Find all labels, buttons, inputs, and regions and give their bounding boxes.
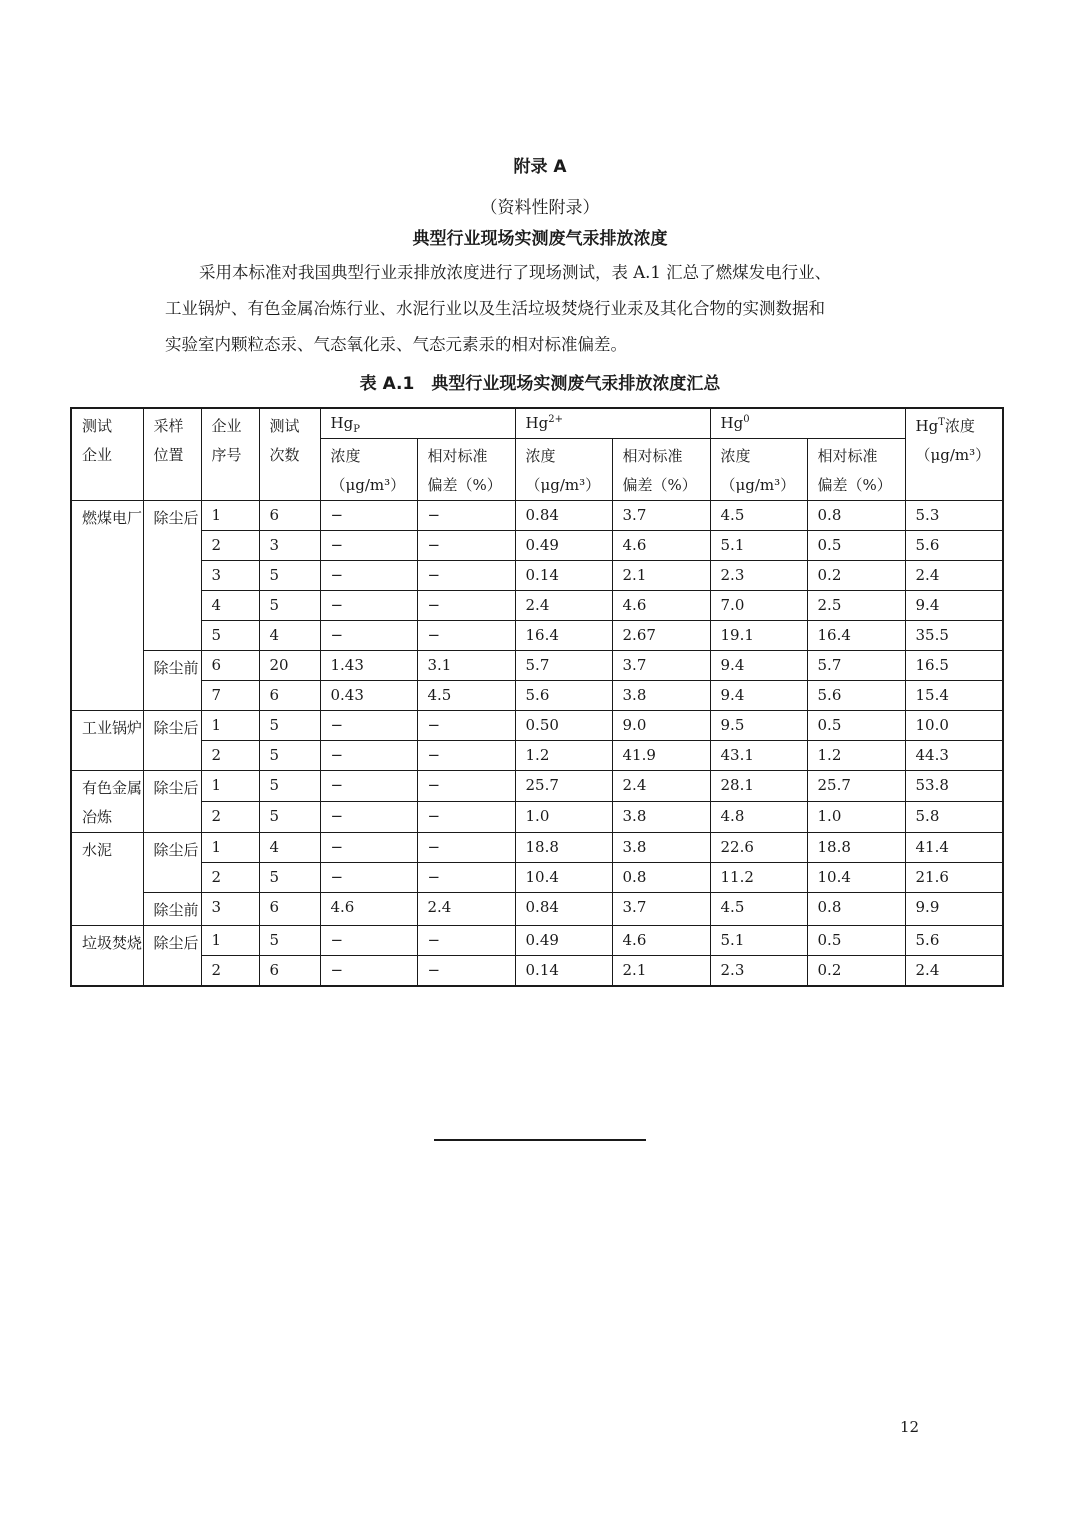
intro-line: 实验室内颗粒态汞、气态氧化汞、气态元素汞的相对标准偏差。: [165, 335, 627, 354]
table-cell: 3.7: [612, 651, 710, 681]
table-cell: −: [320, 771, 417, 802]
table-cell: 44.3: [905, 741, 1003, 771]
table-cell: 5.8: [905, 802, 1003, 833]
table-cell: −: [417, 711, 515, 741]
table-cell: 5.1: [710, 531, 807, 561]
table-cell: −: [320, 501, 417, 531]
table-row: [71, 531, 1003, 561]
table-cell: 1: [201, 771, 259, 802]
table-cell: 1.43: [320, 651, 417, 681]
table-cell: 9.4: [905, 591, 1003, 621]
position-cell: 除尘前: [143, 651, 201, 711]
table-cell: 0.8: [612, 863, 710, 893]
table-cell: −: [417, 501, 515, 531]
table-cell: 4: [259, 621, 320, 651]
table-cell: 4.6: [320, 893, 417, 926]
header-text: Hg: [525, 414, 549, 432]
table-cell: 2.3: [710, 561, 807, 591]
table-row: [71, 802, 1003, 833]
table-cell: 2.3: [710, 956, 807, 987]
col-header-hg0: [710, 408, 905, 439]
table-cell: 5: [259, 591, 320, 621]
table-cell: 4.5: [710, 893, 807, 926]
table-cell: 0.84: [515, 501, 612, 531]
table-row: [71, 711, 1003, 741]
table-cell: 2.4: [905, 561, 1003, 591]
table-cell: 5.6: [515, 681, 612, 711]
table-cell: −: [417, 771, 515, 802]
appendix-note: （资料性附录）: [480, 198, 600, 218]
table-cell: −: [320, 621, 417, 651]
header-text: T: [938, 417, 945, 428]
table-cell: 0.8: [807, 501, 905, 531]
table-cell: 28.1: [710, 771, 807, 802]
table-cell: 15.4: [905, 681, 1003, 711]
header-text: 浓度: [944, 417, 975, 435]
table-cell: 6: [259, 893, 320, 926]
col-header-hg2-rsd: [612, 439, 710, 501]
header-text: Hg: [720, 414, 744, 432]
group-cell: 水泥: [71, 833, 143, 926]
table-cell: 53.8: [905, 771, 1003, 802]
table-cell: −: [320, 531, 417, 561]
table-cell: 4: [201, 591, 259, 621]
table-cell: 4.6: [612, 591, 710, 621]
col-header-sampling: [143, 408, 201, 501]
appendix-title: 附录 A: [513, 157, 567, 177]
table-cell: 0.43: [320, 681, 417, 711]
table-cell: 9.9: [905, 893, 1003, 926]
header-text: 相对标准: [427, 447, 488, 465]
table-cell: 41.4: [905, 833, 1003, 863]
table-cell: −: [417, 531, 515, 561]
table-cell: 9.4: [710, 651, 807, 681]
group-cell: 有色金属冶炼: [71, 771, 143, 833]
table-cell: −: [417, 741, 515, 771]
table-cell: −: [417, 621, 515, 651]
table-cell: −: [417, 561, 515, 591]
table-cell: 1: [201, 833, 259, 863]
header-text: 位置: [153, 446, 184, 464]
header-text: 相对标准: [622, 447, 683, 465]
table-cell: 0.49: [515, 926, 612, 956]
table-cell: 0.5: [807, 926, 905, 956]
table-cell: 1.0: [515, 802, 612, 833]
table-cell: 0.14: [515, 956, 612, 987]
table-row: [71, 956, 1003, 987]
col-header-hg2: [515, 408, 710, 439]
table-cell: 16.5: [905, 651, 1003, 681]
table-cell: 18.8: [807, 833, 905, 863]
table-cell: 19.1: [710, 621, 807, 651]
header-text: 偏差（%）: [817, 476, 892, 494]
section-heading: 典型行业现场实测废气汞排放浓度: [412, 229, 668, 249]
position-cell: 除尘后: [143, 926, 201, 987]
table-cell: 3.8: [612, 833, 710, 863]
header-row: [71, 408, 1003, 439]
header-text: 偏差（%）: [427, 476, 502, 494]
table-row: [71, 651, 1003, 681]
table-cell: 3.7: [612, 893, 710, 926]
table-cell: 21.6: [905, 863, 1003, 893]
intro-line: 工业锅炉、有色金属冶炼行业、水泥行业以及生活垃圾焚烧行业汞及其化合物的实测数据和: [165, 299, 825, 318]
table-cell: 5.7: [515, 651, 612, 681]
table-cell: 1: [201, 711, 259, 741]
table-cell: 6: [259, 501, 320, 531]
table-cell: 1.2: [807, 741, 905, 771]
col-header-count: [259, 408, 320, 501]
table-cell: 5: [259, 561, 320, 591]
table-cell: 4.6: [612, 531, 710, 561]
table-row: [71, 863, 1003, 893]
table-cell: 3.1: [417, 651, 515, 681]
col-header-enterprise: [71, 408, 143, 501]
table-cell: 2.67: [612, 621, 710, 651]
table-cell: 0.8: [807, 893, 905, 926]
table-cell: 2.4: [612, 771, 710, 802]
col-header-hgt: [905, 408, 1003, 501]
table-cell: −: [320, 863, 417, 893]
table-cell: 4.8: [710, 802, 807, 833]
table-cell: 3.8: [612, 802, 710, 833]
table-cell: 5.6: [905, 926, 1003, 956]
table-row: [71, 771, 1003, 802]
table-cell: −: [417, 591, 515, 621]
header-text: 浓度: [720, 447, 751, 465]
table-cell: 18.8: [515, 833, 612, 863]
end-rule: [434, 1139, 646, 1141]
table-cell: −: [320, 802, 417, 833]
table-row: [71, 681, 1003, 711]
table-cell: 5.6: [807, 681, 905, 711]
table-cell: −: [417, 863, 515, 893]
table-cell: 2: [201, 741, 259, 771]
table-cell: 2.1: [612, 956, 710, 987]
header-text: 2+: [548, 414, 563, 425]
table-cell: 5: [259, 802, 320, 833]
table-cell: 5: [259, 741, 320, 771]
position-cell: 除尘后: [143, 711, 201, 771]
table-cell: 2: [201, 863, 259, 893]
header-text: 浓度: [525, 447, 556, 465]
col-header-hg0-conc: [710, 439, 807, 501]
header-text: P: [353, 424, 360, 435]
intro-line: 采用本标准对我国典型行业汞排放浓度进行了现场测试，表 A.1 汇总了燃煤发电行业、: [199, 263, 832, 282]
header-text: 0: [743, 414, 750, 425]
table-cell: 41.9: [612, 741, 710, 771]
table-cell: 4.5: [417, 681, 515, 711]
position-cell: 除尘后: [143, 771, 201, 833]
header-text: （μg/m³）: [915, 446, 991, 464]
table-cell: −: [320, 833, 417, 863]
table-cell: 3.7: [612, 501, 710, 531]
table-row: [71, 621, 1003, 651]
table-cell: −: [320, 711, 417, 741]
table-cell: 4.6: [612, 926, 710, 956]
group-cell: 燃煤电厂: [71, 501, 143, 711]
table-cell: 0.14: [515, 561, 612, 591]
table-cell: 2: [201, 531, 259, 561]
col-header-hgp-conc: [320, 439, 417, 501]
table-cell: 10.4: [807, 863, 905, 893]
table-cell: −: [320, 741, 417, 771]
table-cell: 0.5: [807, 711, 905, 741]
table-caption: 表 A.1 典型行业现场实测废气汞排放浓度汇总: [359, 374, 721, 394]
table-cell: 1.2: [515, 741, 612, 771]
table-cell: 5: [259, 771, 320, 802]
table-cell: −: [320, 591, 417, 621]
table-cell: 3: [259, 531, 320, 561]
table-cell: −: [417, 956, 515, 987]
table-cell: −: [320, 561, 417, 591]
table-cell: 43.1: [710, 741, 807, 771]
group-cell: 垃圾焚烧: [71, 926, 143, 987]
table-cell: 3.8: [612, 681, 710, 711]
table-cell: 2: [201, 802, 259, 833]
table-cell: 5.7: [807, 651, 905, 681]
table-cell: 5.3: [905, 501, 1003, 531]
table-cell: 4.5: [710, 501, 807, 531]
table-cell: 0.5: [807, 531, 905, 561]
table-row: [71, 561, 1003, 591]
col-header-hg2-conc: [515, 439, 612, 501]
table-cell: 7.0: [710, 591, 807, 621]
table-cell: −: [320, 926, 417, 956]
table-cell: 10.0: [905, 711, 1003, 741]
table-cell: 0.2: [807, 561, 905, 591]
table-cell: 6: [259, 681, 320, 711]
table-row: [71, 833, 1003, 863]
table-cell: 5.1: [710, 926, 807, 956]
table-cell: 9.0: [612, 711, 710, 741]
table-cell: 6: [201, 651, 259, 681]
table-cell: 0.49: [515, 531, 612, 561]
table-cell: −: [417, 833, 515, 863]
header-text: 相对标准: [817, 447, 878, 465]
group-cell: 工业锅炉: [71, 711, 143, 771]
table-cell: 0.50: [515, 711, 612, 741]
table-cell: 5: [259, 863, 320, 893]
table-cell: 0.2: [807, 956, 905, 987]
header-text: 次数: [269, 446, 300, 464]
header-text: （μg/m³）: [330, 476, 406, 494]
table-cell: 16.4: [515, 621, 612, 651]
table-cell: 6: [259, 956, 320, 987]
table-cell: 11.2: [710, 863, 807, 893]
table-cell: −: [417, 926, 515, 956]
table-cell: 20: [259, 651, 320, 681]
table-cell: 2.4: [417, 893, 515, 926]
header-text: 序号: [211, 446, 242, 464]
table-cell: 10.4: [515, 863, 612, 893]
table-cell: 25.7: [515, 771, 612, 802]
table-cell: −: [320, 956, 417, 987]
table-cell: 1: [201, 926, 259, 956]
page-number: 12: [900, 1418, 920, 1436]
table-row: [71, 926, 1003, 956]
table-cell: 35.5: [905, 621, 1003, 651]
table-cell: 5.6: [905, 531, 1003, 561]
table-row: [71, 591, 1003, 621]
table-cell: 2.5: [807, 591, 905, 621]
col-header-hgp-rsd: [417, 439, 515, 501]
position-cell: 除尘前: [143, 893, 201, 926]
table-cell: 9.5: [710, 711, 807, 741]
table-cell: 2: [201, 956, 259, 987]
table-row: [71, 501, 1003, 531]
table-row: [71, 741, 1003, 771]
mercury-table: [70, 407, 1004, 987]
header-text: 企业: [82, 446, 113, 464]
position-cell: 除尘后: [143, 833, 201, 893]
table-cell: 7: [201, 681, 259, 711]
table-cell: 4: [259, 833, 320, 863]
header-text: 采样: [153, 417, 184, 435]
header-text: 企业: [211, 417, 242, 435]
col-header-seq: [201, 408, 259, 501]
table-cell: 5: [201, 621, 259, 651]
header-text: 浓度: [330, 447, 361, 465]
intro-paragraph: [165, 255, 925, 363]
table-cell: 9.4: [710, 681, 807, 711]
header-text: 测试: [82, 417, 113, 435]
table-cell: 2.1: [612, 561, 710, 591]
table-cell: 5: [259, 711, 320, 741]
table-cell: 5: [259, 926, 320, 956]
table-cell: 1: [201, 501, 259, 531]
table-cell: 16.4: [807, 621, 905, 651]
col-header-hgp: [320, 408, 515, 439]
table-cell: 0.84: [515, 893, 612, 926]
header-text: 测试: [269, 417, 300, 435]
header-text: Hg: [330, 414, 354, 432]
header-text: （μg/m³）: [525, 476, 601, 494]
table-cell: 2.4: [905, 956, 1003, 987]
table-cell: 3: [201, 561, 259, 591]
col-header-hg0-rsd: [807, 439, 905, 501]
table-cell: 25.7: [807, 771, 905, 802]
table-cell: 22.6: [710, 833, 807, 863]
table-cell: 3: [201, 893, 259, 926]
table-cell: 1.0: [807, 802, 905, 833]
position-cell: 除尘后: [143, 501, 201, 651]
table-cell: 2.4: [515, 591, 612, 621]
header-text: Hg: [915, 417, 939, 435]
header-text: （μg/m³）: [720, 476, 796, 494]
table-cell: −: [417, 802, 515, 833]
header-text: 偏差（%）: [622, 476, 697, 494]
